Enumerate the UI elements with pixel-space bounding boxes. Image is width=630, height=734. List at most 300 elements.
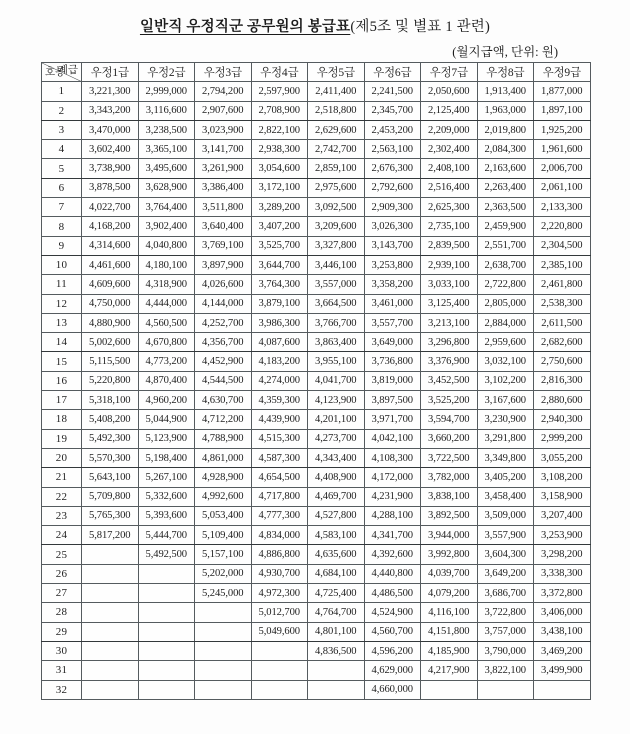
salary-cell: 3,782,000 <box>421 468 478 487</box>
salary-cell: 1,961,600 <box>534 140 591 159</box>
salary-cell: 3,986,300 <box>251 313 308 332</box>
step-number-cell: 14 <box>42 333 82 352</box>
salary-cell: 4,439,900 <box>251 410 308 429</box>
salary-cell: 3,736,800 <box>364 352 421 371</box>
salary-cell: 5,492,500 <box>138 545 195 564</box>
salary-cell: 3,557,700 <box>364 313 421 332</box>
salary-cell: 4,587,300 <box>251 448 308 467</box>
salary-cell: 3,026,300 <box>364 217 421 236</box>
salary-cell-empty <box>308 661 365 680</box>
table-header <box>42 63 591 82</box>
salary-cell-empty <box>534 680 591 699</box>
salary-cell: 4,836,500 <box>308 641 365 660</box>
salary-cell: 3,372,800 <box>534 584 591 603</box>
salary-cell-empty <box>82 545 139 564</box>
salary-cell: 3,253,800 <box>364 255 421 274</box>
salary-cell: 3,649,000 <box>364 333 421 352</box>
salary-cell: 2,938,300 <box>251 140 308 159</box>
salary-cell: 3,102,200 <box>477 371 534 390</box>
table-row <box>42 120 591 139</box>
table-row <box>42 294 591 313</box>
salary-cell: 2,880,600 <box>534 391 591 410</box>
column-header-grade-9: 우정9급 <box>534 63 591 82</box>
salary-cell: 4,801,100 <box>308 622 365 641</box>
salary-cell-empty <box>195 680 252 699</box>
table-row <box>42 680 591 699</box>
salary-cell: 3,944,000 <box>421 526 478 545</box>
salary-cell: 4,087,600 <box>251 333 308 352</box>
salary-cell: 3,764,300 <box>251 275 308 294</box>
salary-cell: 3,879,100 <box>251 294 308 313</box>
salary-cell: 2,363,500 <box>477 198 534 217</box>
salary-cell: 2,629,600 <box>308 120 365 139</box>
salary-cell: 3,055,200 <box>534 448 591 467</box>
salary-cell: 3,033,100 <box>421 275 478 294</box>
salary-cell: 4,217,900 <box>421 661 478 680</box>
salary-cell: 4,654,500 <box>251 468 308 487</box>
salary-cell-empty <box>138 622 195 641</box>
table-row <box>42 236 591 255</box>
salary-cell: 5,817,200 <box>82 526 139 545</box>
salary-cell: 4,274,000 <box>251 371 308 390</box>
salary-cell: 4,116,100 <box>421 603 478 622</box>
step-number-cell: 21 <box>42 468 82 487</box>
salary-cell: 3,296,800 <box>421 333 478 352</box>
salary-cell: 4,026,600 <box>195 275 252 294</box>
salary-cell: 3,376,900 <box>421 352 478 371</box>
salary-cell: 5,220,800 <box>82 371 139 390</box>
salary-cell-empty <box>82 680 139 699</box>
salary-cell: 2,453,200 <box>364 120 421 139</box>
step-number-cell: 22 <box>42 487 82 506</box>
salary-cell: 3,892,500 <box>421 506 478 525</box>
salary-cell: 3,446,100 <box>308 255 365 274</box>
salary-cell: 3,253,900 <box>534 526 591 545</box>
salary-cell-empty <box>82 641 139 660</box>
salary-cell: 2,735,100 <box>421 217 478 236</box>
step-number-cell: 23 <box>42 506 82 525</box>
salary-cell: 3,343,200 <box>82 101 139 120</box>
salary-cell: 4,684,100 <box>308 564 365 583</box>
salary-cell: 2,538,300 <box>534 294 591 313</box>
salary-cell-empty <box>82 661 139 680</box>
salary-cell: 3,338,300 <box>534 564 591 583</box>
column-header-grade-6: 우정6급 <box>364 63 421 82</box>
step-number-cell: 2 <box>42 101 82 120</box>
salary-cell: 4,630,700 <box>195 391 252 410</box>
table-row <box>42 564 591 583</box>
salary-cell-empty <box>138 603 195 622</box>
salary-cell: 4,544,500 <box>195 371 252 390</box>
step-number-cell: 10 <box>42 255 82 274</box>
salary-cell: 4,231,900 <box>364 487 421 506</box>
salary-cell: 4,318,900 <box>138 275 195 294</box>
salary-cell: 4,343,400 <box>308 448 365 467</box>
step-number-cell: 6 <box>42 178 82 197</box>
salary-cell: 3,209,600 <box>308 217 365 236</box>
salary-cell: 2,019,800 <box>477 120 534 139</box>
step-number-cell: 28 <box>42 603 82 622</box>
salary-cell: 2,304,500 <box>534 236 591 255</box>
salary-cell: 3,511,800 <box>195 198 252 217</box>
salary-cell: 2,461,800 <box>534 275 591 294</box>
salary-cell: 4,717,800 <box>251 487 308 506</box>
salary-cell: 5,492,300 <box>82 429 139 448</box>
salary-cell: 1,963,000 <box>477 101 534 120</box>
salary-cell: 4,777,300 <box>251 506 308 525</box>
salary-cell: 2,999,000 <box>138 82 195 101</box>
salary-cell: 3,172,100 <box>251 178 308 197</box>
salary-cell: 5,012,700 <box>251 603 308 622</box>
salary-cell: 4,486,500 <box>364 584 421 603</box>
salary-cell: 2,907,600 <box>195 101 252 120</box>
salary-cell: 3,644,700 <box>251 255 308 274</box>
step-number-cell: 5 <box>42 159 82 178</box>
salary-cell: 2,676,300 <box>364 159 421 178</box>
salary-cell: 4,314,600 <box>82 236 139 255</box>
salary-cell: 3,125,400 <box>421 294 478 313</box>
salary-cell: 3,686,700 <box>477 584 534 603</box>
salary-cell: 5,393,600 <box>138 506 195 525</box>
salary-cell: 4,596,200 <box>364 641 421 660</box>
salary-cell: 5,318,100 <box>82 391 139 410</box>
salary-cell-empty <box>308 680 365 699</box>
step-number-cell: 18 <box>42 410 82 429</box>
salary-cell: 4,928,900 <box>195 468 252 487</box>
salary-cell: 4,930,700 <box>251 564 308 583</box>
salary-cell: 3,640,400 <box>195 217 252 236</box>
column-header-grade-1: 우정1급 <box>82 63 139 82</box>
table-row <box>42 255 591 274</box>
table-row <box>42 641 591 660</box>
step-number-cell: 17 <box>42 391 82 410</box>
salary-cell: 5,044,900 <box>138 410 195 429</box>
salary-cell: 3,819,000 <box>364 371 421 390</box>
salary-cell: 2,682,600 <box>534 333 591 352</box>
salary-cell: 4,452,900 <box>195 352 252 371</box>
salary-cell: 3,557,000 <box>308 275 365 294</box>
salary-cell: 3,863,400 <box>308 333 365 352</box>
salary-cell: 5,198,400 <box>138 448 195 467</box>
step-number-cell: 30 <box>42 641 82 660</box>
salary-cell-empty <box>138 680 195 699</box>
salary-cell: 4,750,000 <box>82 294 139 313</box>
salary-cell: 5,109,400 <box>195 526 252 545</box>
salary-cell: 3,766,700 <box>308 313 365 332</box>
salary-cell: 3,649,200 <box>477 564 534 583</box>
salary-cell: 4,168,200 <box>82 217 139 236</box>
corner-step-label: 호봉 <box>45 67 66 79</box>
salary-cell: 4,635,600 <box>308 545 365 564</box>
salary-cell: 2,263,400 <box>477 178 534 197</box>
table-row <box>42 448 591 467</box>
table-row <box>42 661 591 680</box>
salary-cell: 3,438,100 <box>534 622 591 641</box>
units-note: (월지급액, 단위: 원) <box>452 45 558 59</box>
salary-cell: 4,609,600 <box>82 275 139 294</box>
salary-cell: 2,816,300 <box>534 371 591 390</box>
table-row <box>42 584 591 603</box>
column-header-grade-8: 우정8급 <box>477 63 534 82</box>
salary-cell: 4,185,900 <box>421 641 478 660</box>
salary-cell-empty <box>82 564 139 583</box>
salary-cell-empty <box>195 603 252 622</box>
table-row <box>42 140 591 159</box>
salary-cell: 4,041,700 <box>308 371 365 390</box>
column-header-grade-5: 우정5급 <box>308 63 365 82</box>
salary-cell: 2,411,400 <box>308 82 365 101</box>
table-row <box>42 313 591 332</box>
salary-cell: 5,245,000 <box>195 584 252 603</box>
salary-cell: 2,909,300 <box>364 198 421 217</box>
salary-cell: 5,049,600 <box>251 622 308 641</box>
salary-cell: 4,356,700 <box>195 333 252 352</box>
salary-cell: 2,163,600 <box>477 159 534 178</box>
salary-cell: 2,209,000 <box>421 120 478 139</box>
salary-cell: 4,469,700 <box>308 487 365 506</box>
salary-cell: 2,061,100 <box>534 178 591 197</box>
step-number-cell: 15 <box>42 352 82 371</box>
salary-cell-empty <box>251 641 308 660</box>
salary-cell-empty <box>251 680 308 699</box>
salary-cell: 3,327,800 <box>308 236 365 255</box>
salary-cell: 3,023,900 <box>195 120 252 139</box>
salary-cell: 2,050,600 <box>421 82 478 101</box>
salary-table-container <box>41 62 589 700</box>
column-header-grade-7: 우정7급 <box>421 63 478 82</box>
table-row <box>42 101 591 120</box>
table-row <box>42 603 591 622</box>
salary-cell: 2,345,700 <box>364 101 421 120</box>
table-row <box>42 82 591 101</box>
salary-cell: 4,392,600 <box>364 545 421 564</box>
salary-cell: 4,870,400 <box>138 371 195 390</box>
page-title-main: 일반직 우정직군 공무원의 봉급표 <box>139 19 351 35</box>
salary-cell: 3,032,100 <box>477 352 534 371</box>
salary-cell: 2,084,300 <box>477 140 534 159</box>
salary-cell: 5,408,200 <box>82 410 139 429</box>
corner-header-cell <box>42 63 82 82</box>
salary-cell: 5,444,700 <box>138 526 195 545</box>
salary-cell: 2,959,600 <box>477 333 534 352</box>
salary-cell: 5,157,100 <box>195 545 252 564</box>
salary-cell: 4,079,200 <box>421 584 478 603</box>
salary-cell: 3,213,100 <box>421 313 478 332</box>
step-number-cell: 19 <box>42 429 82 448</box>
step-number-cell: 13 <box>42 313 82 332</box>
salary-cell: 4,560,500 <box>138 313 195 332</box>
salary-cell: 4,108,300 <box>364 448 421 467</box>
salary-cell-empty <box>138 584 195 603</box>
salary-cell: 2,563,100 <box>364 140 421 159</box>
salary-cell: 3,207,400 <box>534 506 591 525</box>
salary-cell: 4,144,000 <box>195 294 252 313</box>
salary-cell: 3,495,600 <box>138 159 195 178</box>
salary-cell-empty <box>195 661 252 680</box>
step-number-cell: 26 <box>42 564 82 583</box>
salary-cell: 3,365,100 <box>138 140 195 159</box>
column-header-grade-2: 우정2급 <box>138 63 195 82</box>
table-row <box>42 526 591 545</box>
salary-cell: 3,602,400 <box>82 140 139 159</box>
salary-cell: 3,405,200 <box>477 468 534 487</box>
salary-cell-empty <box>138 641 195 660</box>
salary-cell: 3,955,100 <box>308 352 365 371</box>
step-number-cell: 27 <box>42 584 82 603</box>
salary-cell-empty <box>82 603 139 622</box>
salary-cell: 4,670,800 <box>138 333 195 352</box>
salary-cell: 3,289,200 <box>251 198 308 217</box>
salary-cell: 3,349,800 <box>477 448 534 467</box>
step-number-cell: 16 <box>42 371 82 390</box>
salary-cell: 5,053,400 <box>195 506 252 525</box>
header-row <box>42 63 591 82</box>
table-row <box>42 333 591 352</box>
salary-cell: 5,267,100 <box>138 468 195 487</box>
table-row <box>42 506 591 525</box>
salary-cell: 5,332,600 <box>138 487 195 506</box>
salary-cell: 4,288,100 <box>364 506 421 525</box>
salary-cell: 4,629,000 <box>364 661 421 680</box>
salary-cell: 3,238,500 <box>138 120 195 139</box>
table-body <box>42 82 591 700</box>
salary-cell: 4,788,900 <box>195 429 252 448</box>
salary-cell: 3,092,500 <box>308 198 365 217</box>
salary-cell: 2,822,100 <box>251 120 308 139</box>
salary-cell: 1,877,000 <box>534 82 591 101</box>
salary-cell: 2,999,200 <box>534 429 591 448</box>
salary-cell: 4,725,400 <box>308 584 365 603</box>
salary-cell: 3,407,200 <box>251 217 308 236</box>
salary-cell: 3,158,900 <box>534 487 591 506</box>
salary-cell: 3,604,300 <box>477 545 534 564</box>
salary-cell-empty <box>477 680 534 699</box>
salary-cell: 2,794,200 <box>195 82 252 101</box>
salary-cell: 3,738,900 <box>82 159 139 178</box>
salary-cell: 4,461,600 <box>82 255 139 274</box>
column-header-grade-3: 우정3급 <box>195 63 252 82</box>
salary-cell: 4,515,300 <box>251 429 308 448</box>
salary-cell: 5,643,100 <box>82 468 139 487</box>
salary-cell: 4,359,300 <box>251 391 308 410</box>
table-row <box>42 391 591 410</box>
salary-cell-empty <box>195 641 252 660</box>
step-number-cell: 8 <box>42 217 82 236</box>
column-header-grade-4: 우정4급 <box>251 63 308 82</box>
salary-cell: 3,261,900 <box>195 159 252 178</box>
salary-cell: 3,769,100 <box>195 236 252 255</box>
table-row <box>42 217 591 236</box>
salary-cell: 4,172,000 <box>364 468 421 487</box>
salary-cell: 2,839,500 <box>421 236 478 255</box>
salary-cell: 4,273,700 <box>308 429 365 448</box>
salary-cell: 3,660,200 <box>421 429 478 448</box>
salary-cell: 2,742,700 <box>308 140 365 159</box>
step-number-cell: 12 <box>42 294 82 313</box>
salary-cell: 4,040,800 <box>138 236 195 255</box>
salary-cell: 4,583,100 <box>308 526 365 545</box>
salary-cell: 2,516,400 <box>421 178 478 197</box>
salary-cell: 3,386,400 <box>195 178 252 197</box>
step-number-cell: 7 <box>42 198 82 217</box>
salary-cell: 3,971,700 <box>364 410 421 429</box>
salary-cell: 2,638,700 <box>477 255 534 274</box>
salary-cell-empty <box>251 661 308 680</box>
step-number-cell: 9 <box>42 236 82 255</box>
salary-cell: 2,133,300 <box>534 198 591 217</box>
salary-cell: 5,765,300 <box>82 506 139 525</box>
salary-cell: 3,897,500 <box>364 391 421 410</box>
table-row <box>42 410 591 429</box>
salary-cell: 4,560,700 <box>364 622 421 641</box>
salary-cell: 3,897,900 <box>195 255 252 274</box>
salary-cell: 2,611,500 <box>534 313 591 332</box>
step-number-cell: 32 <box>42 680 82 699</box>
salary-cell: 3,358,200 <box>364 275 421 294</box>
salary-cell: 3,992,800 <box>421 545 478 564</box>
salary-cell: 2,597,900 <box>251 82 308 101</box>
salary-cell: 1,897,100 <box>534 101 591 120</box>
salary-cell: 2,408,100 <box>421 159 478 178</box>
salary-cell: 4,773,200 <box>138 352 195 371</box>
salary-cell: 4,180,100 <box>138 255 195 274</box>
salary-cell: 2,125,400 <box>421 101 478 120</box>
salary-cell: 5,202,000 <box>195 564 252 583</box>
salary-cell: 3,499,900 <box>534 661 591 680</box>
table-row <box>42 487 591 506</box>
salary-cell: 3,722,500 <box>421 448 478 467</box>
salary-cell: 4,201,100 <box>308 410 365 429</box>
table-row <box>42 159 591 178</box>
salary-cell: 2,385,100 <box>534 255 591 274</box>
salary-cell: 3,469,200 <box>534 641 591 660</box>
salary-cell: 2,302,400 <box>421 140 478 159</box>
table-row <box>42 352 591 371</box>
salary-cell: 3,108,200 <box>534 468 591 487</box>
salary-cell: 3,054,600 <box>251 159 308 178</box>
table-row <box>42 198 591 217</box>
salary-cell: 4,527,800 <box>308 506 365 525</box>
salary-cell: 2,551,700 <box>477 236 534 255</box>
salary-cell: 4,408,900 <box>308 468 365 487</box>
salary-cell: 2,006,700 <box>534 159 591 178</box>
salary-cell: 3,291,800 <box>477 429 534 448</box>
salary-cell-empty <box>138 661 195 680</box>
table-row <box>42 468 591 487</box>
salary-cell: 3,458,400 <box>477 487 534 506</box>
table-row <box>42 545 591 564</box>
salary-cell: 3,298,200 <box>534 545 591 564</box>
salary-cell: 2,805,000 <box>477 294 534 313</box>
salary-cell: 4,972,300 <box>251 584 308 603</box>
step-number-cell: 25 <box>42 545 82 564</box>
salary-cell: 2,939,100 <box>421 255 478 274</box>
salary-cell-empty <box>138 564 195 583</box>
step-number-cell: 11 <box>42 275 82 294</box>
salary-cell-empty <box>82 584 139 603</box>
salary-cell: 3,722,800 <box>477 603 534 622</box>
salary-cell: 3,838,100 <box>421 487 478 506</box>
salary-cell: 3,141,700 <box>195 140 252 159</box>
salary-cell: 1,913,400 <box>477 82 534 101</box>
salary-cell: 4,252,700 <box>195 313 252 332</box>
salary-cell: 2,940,300 <box>534 410 591 429</box>
salary-cell: 1,925,200 <box>534 120 591 139</box>
step-number-cell: 20 <box>42 448 82 467</box>
salary-cell: 3,902,400 <box>138 217 195 236</box>
salary-cell: 3,628,900 <box>138 178 195 197</box>
salary-cell: 3,470,000 <box>82 120 139 139</box>
